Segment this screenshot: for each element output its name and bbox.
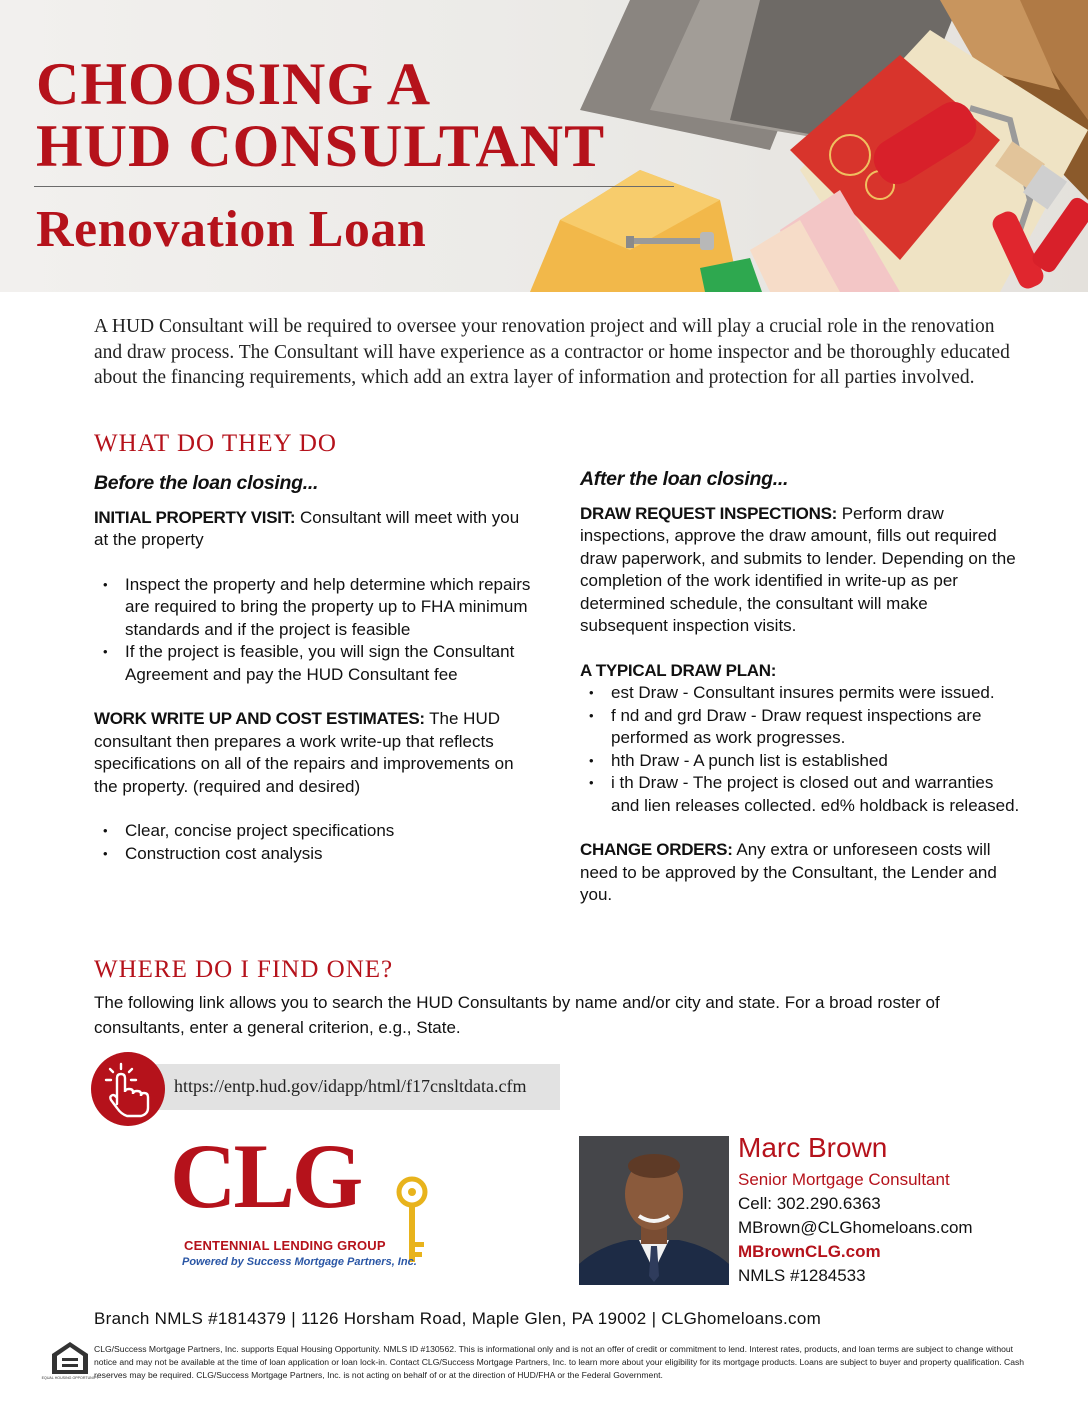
consultant-photo — [579, 1136, 729, 1285]
consultant-name: Marc Brown — [738, 1132, 888, 1163]
title-divider — [34, 186, 674, 187]
section-heading-where: WHERE DO I FIND ONE? — [94, 956, 394, 983]
hud-consultant-link[interactable]: https://entp.hud.gov/idapp/html/f17cnsltdata.cfm — [174, 1076, 527, 1096]
change-orders-text: Any extra or unforeseen costs will need to be approved by the Consultant, the Lender and you. — [580, 840, 997, 904]
key-icon — [392, 1176, 432, 1268]
list-item: • Construction cost analysis — [94, 843, 534, 866]
consultant-nmls: NMLS #1284533 — [738, 1266, 866, 1285]
list-item: • Clear, concise project specifications — [94, 820, 534, 843]
after-closing-column — [580, 468, 1020, 929]
svg-text:EQUAL HOUSING OPPORTUNITY: EQUAL HOUSING OPPORTUNITY — [41, 1376, 99, 1380]
list-item: • hth Draw - A punch list is established — [580, 750, 1020, 773]
list-item: • i th Draw - The project is closed out and warranties and lien releases collected. ed% holdback is released. — [580, 772, 1020, 817]
title-line-2: HUD CONSULTANT — [36, 113, 606, 179]
where-paragraph: The following link allows you to search the HUD Consultants by name and/or city and state. For a broad roster of consultants, enter a general criterion, e.g., State. — [94, 993, 940, 1037]
draw-plan-list — [580, 682, 1020, 817]
draw-inspections-label: DRAW REQUEST INSPECTIONS: — [580, 503, 837, 523]
logo-company-name: CENTENNIAL LENDING GROUP — [184, 1238, 386, 1253]
click-hand-icon — [91, 1052, 165, 1126]
consultant-email[interactable]: MBrown@CLGhomeloans.com — [738, 1218, 973, 1237]
list-item: • f nd and grd Draw - Draw request inspections are performed as work progresses. — [580, 705, 1020, 750]
draw-plan-label: A TYPICAL DRAW PLAN: — [580, 660, 777, 680]
draw-inspections-text: Perform draw inspections, approve the draw amount, fills out required draw paperwork, and submits to lender. Depending on the completion of the work identified in write-up as per determined schedule, the consultant will make subsequent inspection visits. — [580, 503, 1016, 635]
subtitle: Renovation Loan — [36, 201, 427, 258]
initial-visit-paragraph — [94, 507, 534, 552]
initial-visit-label: INITIAL PROPERTY VISIT: — [94, 507, 296, 527]
intro-paragraph: A HUD Consultant will be required to oversee your renovation project and will play a crucial role in the renovation and draw process. The Consultant will have experience as a contractor or home inspector and be thoroughly educated about the financing requirements, which add an extra layer of information and protection for all parties involved. — [94, 316, 1010, 388]
hud-link-bar[interactable] — [150, 1064, 560, 1110]
before-closing-column — [94, 472, 534, 887]
change-orders-label: CHANGE ORDERS: — [580, 840, 733, 859]
work-writeup-label: WORK WRITE UP AND COST ESTIMATES: — [94, 709, 425, 728]
logo-letters: CLG — [170, 1125, 361, 1227]
list-item: • Inspect the property and help determine which repairs are required to bring the property up to FHA minimum standards and if the project is feasible — [94, 574, 534, 642]
legal-disclaimer: CLG/Success Mortgage Partners, Inc. supports Equal Housing Opportunity. NMLS ID #130562. This is informational only and is not an offer of credit or commitment to lend. Interest rates, products, and loan terms are subject to change without notice and may not be available at the time of loan application or loan lock-in. Contact CLG/Success Mortgage Partners, Inc. to learn more about your eligibility for its mortgage products. Loans are subject to buyer and property qualification. Cash reserves may be required. CLG/Success Mortgage Partners, Inc. is not acting on behalf of or at the direction of HUD/FHA or the Federal Government. — [94, 1344, 1025, 1380]
hero-banner — [0, 0, 1088, 292]
consultant-website[interactable]: MBrownCLG.com — [738, 1242, 881, 1261]
contact-block — [738, 1130, 1058, 1288]
work-writeup-list — [94, 820, 534, 865]
equal-housing-icon — [41, 1340, 99, 1384]
consultant-cell: Cell: 302.290.6363 — [738, 1194, 881, 1213]
draw-inspections-paragraph — [580, 503, 1020, 638]
initial-visit-text: Consultant will meet with you at the property — [94, 507, 520, 549]
work-writeup-text: The HUD consultant then prepares a work write-up that reflects specifications on all of the repairs and improvements on the property. (required and desired) — [94, 709, 514, 796]
before-subhead: Before the loan closing... — [94, 472, 319, 494]
initial-visit-list — [94, 574, 534, 687]
branch-info: Branch NMLS #1814379 | 1126 Horsham Road, Maple Glen, PA 19002 | CLGhomeloans.com — [94, 1309, 822, 1328]
title-line-1: CHOOSING A — [36, 51, 432, 117]
clg-logo — [170, 1125, 440, 1278]
logo-tagline: Powered by Success Mortgage Partners, Inc. — [182, 1256, 417, 1268]
section-heading-what: WHAT DO THEY DO — [94, 430, 337, 457]
work-writeup-paragraph — [94, 708, 534, 798]
consultant-title: Senior Mortgage Consultant — [738, 1170, 950, 1189]
list-item: • If the project is feasible, you will sign the Consultant Agreement and pay the HUD Consultant fee — [94, 641, 534, 686]
after-subhead: After the loan closing... — [580, 468, 789, 490]
list-item: • est Draw - Consultant insures permits were issued. — [580, 682, 1020, 705]
change-orders-paragraph — [580, 839, 1020, 907]
